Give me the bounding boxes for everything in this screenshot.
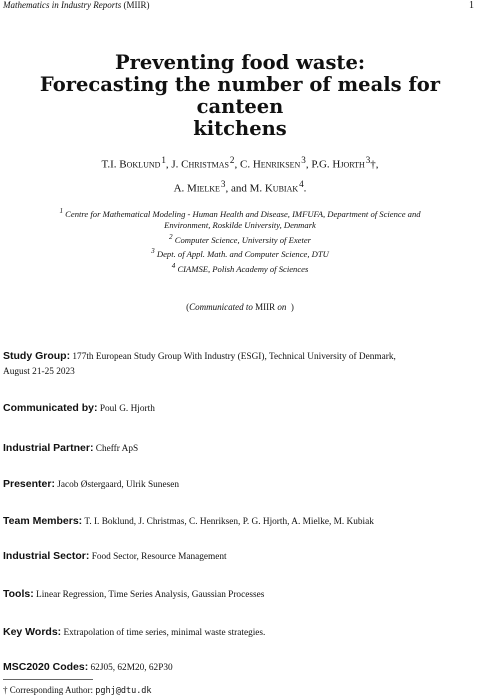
affil-sup: 3 — [151, 247, 155, 256]
field-value: 177th European Study Group With Industry (ESGI), Technical University of Denmark, — [72, 352, 396, 362]
field-value: Poul G. Hjorth — [99, 404, 155, 414]
affiliation-4 — [0, 261, 480, 275]
author-list — [0, 151, 480, 198]
affil-text: Dept. of Appl. Math. and Computer Science, DTU — [156, 249, 329, 260]
author-affil-sup: 4 — [299, 178, 304, 189]
author-line-2: A. Mielke $^3$, and M. Kubiak $^4$. — [173, 178, 307, 195]
field-value-cont: August 21-25 2023 — [3, 367, 75, 377]
presenter-field — [3, 477, 476, 493]
journal-abbreviation: (MIIR) — [123, 0, 150, 10]
field-value: Food Sector, Resource Management — [91, 552, 227, 562]
title-line-1: Preventing food waste: — [114, 51, 366, 74]
key-words-field — [3, 625, 476, 641]
communicated-prefix: Communicated to — [189, 302, 253, 312]
field-label: Communicated by: — [3, 402, 98, 414]
field-label: Industrial Partner: — [3, 442, 94, 454]
field-value: Extrapolation of time series, minimal waste strategies. — [63, 628, 266, 638]
page-number: 1 — [469, 0, 474, 11]
communicated-journal: MIIR — [255, 302, 276, 312]
running-header — [3, 0, 150, 10]
author-affil-sup: 3 — [301, 155, 306, 165]
study-group-field — [3, 349, 476, 380]
communication-note: (Communicated to MIIR on ) — [186, 302, 294, 312]
author-name: P.G. Hjorth — [311, 158, 365, 171]
field-value: 62J05, 62M20, 62P30 — [90, 663, 173, 673]
affil-sup: 2 — [169, 232, 173, 241]
field-label: Tools: — [3, 588, 34, 600]
communicated-on: on — [277, 302, 287, 312]
affil-text: Computer Science, University of Exeter — [174, 234, 311, 245]
author-affil-sup: 1 — [161, 155, 166, 165]
affil-text: CIAMSE, Polish Academy of Sciences — [177, 263, 309, 274]
journal-name: Mathematics in Industry Reports — [3, 0, 122, 10]
author-affil-sup: 3 — [365, 155, 371, 165]
and-word: and — [230, 182, 247, 195]
author-name: A. Mielke — [173, 182, 220, 195]
affil-sup: 1 — [59, 207, 64, 215]
footnote — [3, 685, 152, 696]
footnote-divider — [3, 679, 93, 680]
author-name: T.I. Boklund — [101, 158, 161, 171]
author-name: J. Christmas — [171, 158, 229, 171]
field-label: Key Words: — [3, 626, 62, 638]
affil-text: Centre for Mathematical Modeling - Human Health and Disease, IMFUFA, Department of Science and — [65, 208, 421, 219]
author-name: M. Kubiak — [249, 182, 299, 195]
affiliation-2 — [0, 232, 480, 246]
affil-sup: 4 — [171, 261, 176, 270]
affiliation-1 — [0, 206, 480, 220]
corresponding-email: pghj@dtu.dk — [95, 686, 152, 696]
field-value: Jacob Østergaard, Ulrik Sunesen — [57, 480, 179, 490]
author-line-1: T.I. Boklund $^1$, J. Christmas $^2$, C. Henriksen $^3$, P.G. Hjorth $^3$†, — [101, 155, 379, 171]
author-affil-sup: 2 — [229, 155, 235, 165]
field-value: Linear Regression, Time Series Analysis, Gaussian Processes — [36, 590, 265, 600]
author-name: C. Henriksen — [239, 158, 301, 171]
field-label: Study Group: — [3, 350, 71, 362]
field-value: T. I. Boklund, J. Christmas, C. Henriksen, P. G. Hjorth, A. Mielke, M. Kubiak — [84, 517, 374, 527]
title-line-3: kitchens — [193, 117, 287, 140]
author-affil-sup: 3 — [220, 178, 226, 189]
field-label: MSC2020 Codes: — [3, 661, 89, 673]
msc-codes-field — [3, 660, 476, 676]
industrial-partner-field — [3, 441, 476, 457]
field-label: Presenter: — [3, 478, 55, 490]
footnote-label: Corresponding Author: — [9, 685, 93, 695]
industrial-sector-field — [3, 549, 476, 565]
affiliation-3 — [0, 246, 480, 260]
field-label: Team Members: — [3, 515, 83, 527]
team-members-field — [3, 514, 476, 530]
communicated-by-field — [3, 401, 476, 417]
affiliation-1-cont: Environment, Roskilde University, Denmark — [164, 220, 316, 231]
tools-field — [3, 587, 476, 603]
title-line-2: Forecasting the number of meals for canteen — [39, 73, 441, 118]
paper-title — [0, 52, 480, 140]
footnote-mark: † — [3, 685, 8, 695]
field-label: Industrial Sector: — [3, 550, 90, 562]
affiliations — [0, 206, 480, 275]
corresponding-mark: † — [370, 158, 376, 171]
field-value: Cheffr ApS — [95, 444, 139, 454]
